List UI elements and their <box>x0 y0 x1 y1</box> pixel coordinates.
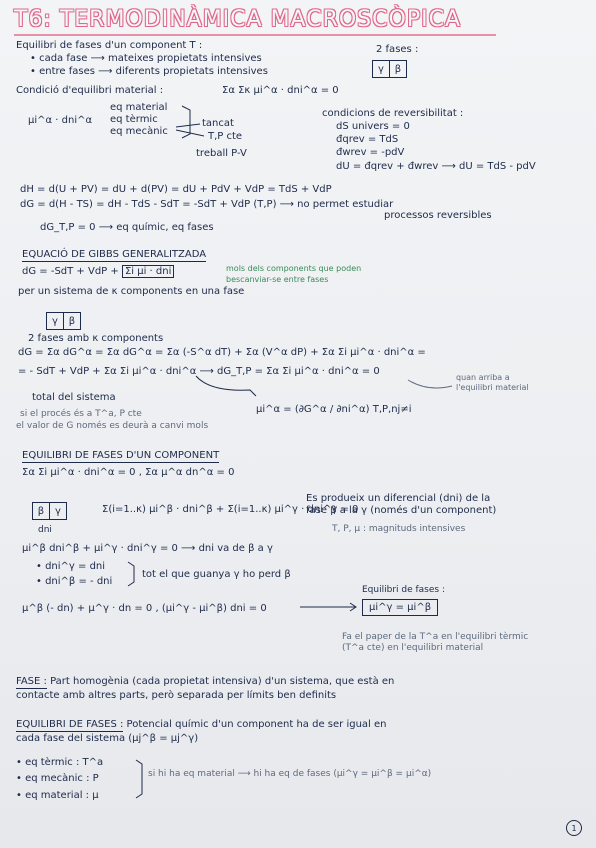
eq-fases-label: Equilibri de fases : <box>362 585 445 595</box>
reversibility-line-4: dU = đqrev + đwrev ⟶ dU = TdS - pdV <box>336 161 536 172</box>
intro-heading: Equilibri de fases d'un component T : <box>16 40 203 51</box>
condition-formula: Σα Σκ μi^α · dni^α = 0 <box>222 85 339 96</box>
dni-label: dni <box>38 525 52 535</box>
fa-el-paper-2: (T^a cte) en l'equilibri material <box>342 643 484 653</box>
mu-definition: μi^α = (∂G^α / ∂ni^α) T,P,nj≠i <box>256 404 412 415</box>
bullet-dni-beta: • dni^β = - dni <box>36 576 113 587</box>
eq-bracket <box>182 106 190 138</box>
sum-expression: Σ(i=1..κ) μi^β · dni^β + Σ(i=1..κ) μi^γ · dni^γ = 0 <box>102 504 359 515</box>
tancat-arrow <box>176 124 200 127</box>
two-phases-label-k: 2 fases amb κ components <box>28 333 164 344</box>
quan-arriba: quan arriba a <box>456 373 510 382</box>
two-phases-label: 2 fases : <box>376 44 419 55</box>
reversibility-line-2: đqrev = TdS <box>336 134 399 145</box>
total-del-sistema: total del sistema <box>32 392 116 403</box>
fase-beta-gamma: fase β a la γ (només d'un component) <box>306 505 497 516</box>
two-phases-line-2: = - SdT + VdP + Σα Σi μi^α · dni^α ⟶ dG_T,P = Σα Σi μi^α · dni^α = 0 <box>18 366 380 377</box>
eq-fases-line-2: μi^β dni^β + μi^γ · dni^γ = 0 ⟶ dni va de β a γ <box>22 543 273 554</box>
eq-fases-heading: EQUILIBRI DE FASES D'UN COMPONENT <box>22 450 220 461</box>
final-bullet-mecanic: • eq mecànic : P <box>16 773 99 784</box>
dG-note: processos reversibles <box>384 210 492 221</box>
result-arrow-head <box>350 603 356 611</box>
reversibility-title: condicions de reversibilitat : <box>322 108 464 119</box>
two-phases-line-1: dG = Σα dG^α = Σα dG^α = Σα (-S^α dT) + Σα (V^α dP) + Σα Σi μi^α · dni^α = <box>18 347 426 358</box>
tancat-arrow-2 <box>176 130 204 136</box>
gibbs-sum-box: Σi μi · dni <box>122 265 174 278</box>
dH-derivation: dH = d(U + PV) = dU + d(PV) = dU + PdV + VdP = TdS + VdP <box>20 184 332 195</box>
eq-fases-line-3: μ^β (- dn) + μ^γ · dn = 0 , (μi^γ - μi^β) dni = 0 <box>22 603 267 614</box>
valor-g: el valor de G només es deurà a canvi mols <box>16 421 209 431</box>
fase-definition-2: contacte amb altres parts, però separada per límits ben definits <box>16 690 337 701</box>
si-proces: si el procés és a T^a, P cte <box>20 409 142 419</box>
fa-el-paper-1: Fa el paper de la T^a en l'equilibri tèrmic <box>342 632 529 642</box>
phase-beta: β <box>389 61 406 77</box>
intro-bullet-2: • entre fases ⟶ diferents propietats intensives <box>30 66 268 77</box>
intro-bullet-1: • cada fase ⟶ mateixes propietats intensives <box>30 53 262 64</box>
two-phase-box: γ β <box>46 312 81 330</box>
eq-fases-def-label: EQUILIBRI DE FASES : <box>16 719 124 730</box>
dG-tp-line: dG_T,P = 0 ⟶ eq químic, eq fases <box>40 222 214 233</box>
page-number: 1 <box>566 820 582 836</box>
final-bullet-material: • eq material : μ <box>16 790 99 801</box>
si-hi-ha-eq: si hi ha eq material ⟶ hi ha eq de fases (μi^γ = μi^β = μi^α) <box>148 769 432 779</box>
eq-termic-label: eq tèrmic <box>110 114 158 125</box>
final-bullet-termic: • eq tèrmic : T^a <box>16 757 104 768</box>
final-bracket <box>136 760 142 798</box>
reversibility-line-1: dS univers = 0 <box>336 121 410 132</box>
beta-gamma-box: β γ <box>32 502 67 520</box>
system-hook-arrow <box>196 376 256 396</box>
condition-label: Condició d'equilibri material : <box>16 85 164 96</box>
eq-fases-definition-2: cada fase del sistema (μj^β = μj^γ) <box>16 733 199 744</box>
mu-equality-box: μi^γ = μi^β <box>362 599 438 616</box>
eq-mecanic-label: eq mecànic <box>110 126 168 137</box>
tancat-label: tancat <box>202 118 234 129</box>
reversibility-line-3: đwrev = -pdV <box>336 147 405 158</box>
eq-material-label: eq material <box>110 102 168 113</box>
fase-label: FASE : <box>16 676 47 687</box>
gibbs-note-1: mols dels components que poden <box>226 264 362 273</box>
tot-el-que-guanya: tot el que guanya γ ho perd β <box>142 569 291 580</box>
gibbs-heading: EQUACIÓ DE GIBBS GENERALITZADA <box>22 249 207 260</box>
phase-diagram-box <box>372 60 407 78</box>
fase-definition-1: FASE : Part homogènia (cada propietat intensiva) d'un sistema, que està en <box>16 676 395 687</box>
dG-derivation: dG = d(H - TS) = dH - TdS - SdT = -SdT + VdP (T,P) ⟶ no permet estudiar <box>20 199 394 210</box>
es-produeix: Es produeix un diferencial (dni) de la <box>306 493 491 504</box>
title-underline <box>14 34 496 36</box>
bullet-dni-gamma: • dni^γ = dni <box>36 561 106 572</box>
eq-fases-line-1: Σα Σi μi^α · dni^α = 0 , Σα μ^α dn^α = 0 <box>22 467 235 478</box>
gibbs-system-line: per un sistema de κ components en una fase <box>18 286 245 297</box>
tot-bracket <box>128 562 134 586</box>
phase-gamma: γ <box>378 63 384 75</box>
two-phase-curve <box>408 380 452 388</box>
gibbs-note-2: bescanviar-se entre fases <box>226 275 329 284</box>
tpmu-note: T, P, μ : magnituds intensives <box>332 524 466 534</box>
treball-label: treball P-V <box>196 148 247 159</box>
mu-dn-term: μi^α · dni^α <box>28 115 93 126</box>
tp-cte-label: T,P cte <box>208 131 243 142</box>
equilibri-material-note: l'equilibri material <box>456 383 529 392</box>
eq-fases-definition-1: EQUILIBRI DE FASES : Potencial químic d'un component ha de ser igual en <box>16 719 387 730</box>
gibbs-equation: dG = -SdT + VdP + Σi μi · dni <box>22 266 174 277</box>
page-title: T6: TERMODINÀMICA MACROSCÒPICA <box>14 7 461 32</box>
